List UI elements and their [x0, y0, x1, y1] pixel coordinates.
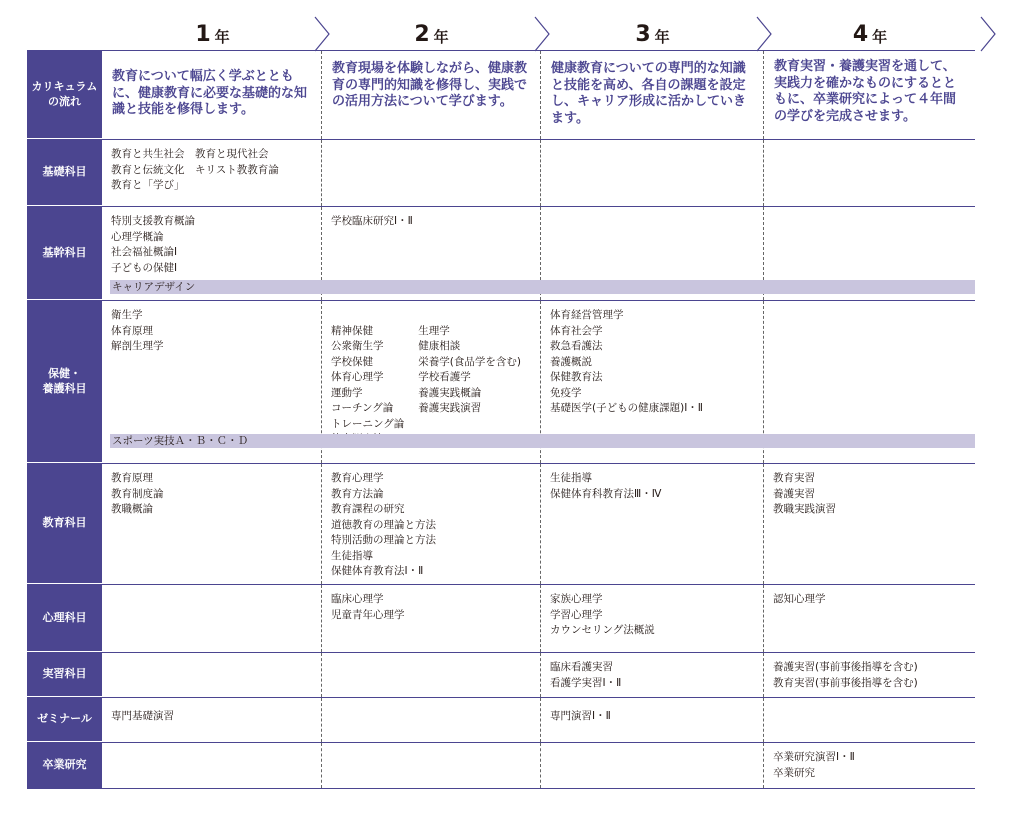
- year-4-heading: [764, 14, 976, 54]
- course-list-left: 精神保健 公衆衛生学 学校保健 体育心理学 運動学 コーチング論 トレーニング論: [331, 324, 405, 430]
- year-2-heading: [322, 14, 541, 54]
- row-label: ゼミナール: [27, 698, 102, 742]
- row-label: 卒業研究: [27, 743, 102, 788]
- course-list: 教育実習 養護実習 教職実践演習: [763, 464, 975, 584]
- row-health-nursing-subjects: [27, 301, 975, 464]
- course-list: 体育経営管理学 体育社会学 救急看護法 養護概説 保健教育法 免疫学 基礎医学(子どもの健康課題)Ⅰ・Ⅱ: [540, 301, 763, 463]
- course-list: 教育と共生社会 教育と現代社会 教育と伝統文化 キリスト教教育論 教育と「学び」: [111, 148, 279, 191]
- chevron-right-icon: [979, 16, 997, 52]
- year-unit: 年: [654, 27, 670, 46]
- flow-year-2: 教育現場を体験しながら、健康教育の専門的知識を修得し、実践での活用方法について学びます。: [321, 51, 540, 139]
- course-list: 臨床看護実習 看護学実習Ⅰ・Ⅱ: [540, 653, 763, 697]
- flow-year-4: 教育実習・養護実習を通して、実践力を確かなものにするとともに、卒業研究によって４年間の学びを完成させます。: [763, 51, 975, 139]
- year-number: 4: [852, 21, 869, 47]
- flow-year-1: 教育について幅広く学ぶとともに、健康教育に必要な基礎的な知識と技能を修得します。: [112, 69, 308, 117]
- course-list: 卒業研究演習Ⅰ・Ⅱ 卒業研究: [763, 743, 975, 788]
- course-list: [102, 585, 321, 652]
- year-header: [103, 14, 998, 54]
- course-list: [321, 698, 540, 742]
- course-list: 養護実習(事前事後指導を含む) 教育実習(事前事後指導を含む): [763, 653, 975, 697]
- course-list: [763, 698, 975, 742]
- course-list: [321, 140, 540, 206]
- course-list: 認知心理学: [763, 585, 975, 652]
- span-band-career-design: キャリアデザイン: [110, 280, 975, 294]
- course-list: [321, 653, 540, 697]
- row-label: 実習科目: [27, 653, 102, 697]
- course-list: [540, 743, 763, 788]
- row-label: 保健・ 養護科目: [27, 301, 102, 463]
- row-label: 基幹科目: [27, 207, 102, 300]
- course-list: 特別支援教育概論 心理学概論 社会福祉概論Ⅰ 子どもの保健Ⅰ: [111, 215, 195, 274]
- row-seminar: [27, 698, 975, 743]
- course-list: [102, 743, 321, 788]
- course-list: 生徒指導 保健体育科教育法Ⅲ・Ⅳ: [540, 464, 763, 584]
- two-column-list: [331, 324, 532, 448]
- row-label: 教育科目: [27, 464, 102, 584]
- row-curriculum-flow: [27, 50, 975, 140]
- year-1-heading: [103, 14, 322, 54]
- course-list: [102, 653, 321, 697]
- year-unit: 年: [214, 27, 230, 46]
- year-unit: 年: [433, 27, 449, 46]
- row-label: 基礎科目: [27, 140, 102, 206]
- course-list: 学校臨床研究Ⅰ・Ⅱ: [321, 207, 540, 300]
- course-list: 教育心理学 教育方法論 教育課程の研究 道徳教育の理論と方法 特別活動の理論と方法 生徒指導 保健体育教育法Ⅰ・Ⅱ: [321, 464, 540, 584]
- span-band-sports-practice: スポーツ実技Ａ・Ｂ・Ｃ・Ｄ: [110, 434, 975, 448]
- year-3-heading: [541, 14, 764, 54]
- course-list-right: 生理学 健康相談 栄養学(食品学を含む) 学校看護学 養護実践概論 養護実践演習: [418, 324, 521, 414]
- year-unit: 年: [872, 27, 888, 46]
- row-graduation-research: [27, 743, 975, 789]
- row-label: カリキュラム の流れ: [27, 51, 102, 139]
- row-education-subjects: [27, 464, 975, 585]
- course-list: 専門演習Ⅰ・Ⅱ: [540, 698, 763, 742]
- course-list: 家族心理学 学習心理学 カウンセリング法概説: [540, 585, 763, 652]
- course-list: [763, 140, 975, 206]
- course-list: 臨床心理学 児童青年心理学: [321, 585, 540, 652]
- course-list: 衛生学 体育原理 解剖生理学: [111, 309, 164, 352]
- year-number: 2: [414, 21, 430, 47]
- row-label: 心理科目: [27, 585, 102, 652]
- year-number: 1: [195, 21, 211, 47]
- row-practicum-subjects: [27, 653, 975, 698]
- course-list: [321, 743, 540, 788]
- flow-year-3: 健康教育についての専門的な知識と技能を高め、各自の課題を設定し、キャリア形成に活かしていきます。: [540, 51, 763, 139]
- row-psychology-subjects: [27, 585, 975, 653]
- course-list: 専門基礎演習: [111, 710, 174, 722]
- row-core-subjects: [27, 207, 975, 301]
- curriculum-table: [27, 50, 975, 789]
- course-list: [540, 140, 763, 206]
- course-list: 教育原理 教育制度論 教職概論: [111, 472, 164, 515]
- year-number: 3: [635, 21, 651, 47]
- row-basic-subjects: [27, 140, 975, 207]
